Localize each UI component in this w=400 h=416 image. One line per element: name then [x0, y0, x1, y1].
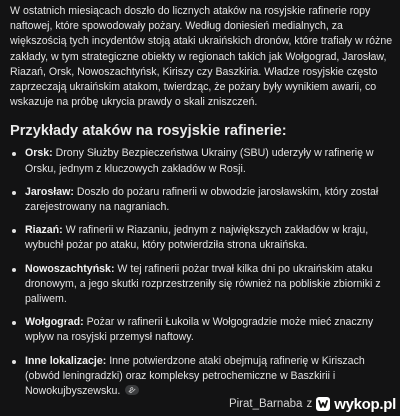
item-label: Wołgograd:: [25, 316, 84, 329]
list-item: [10, 146, 394, 176]
link-icon: [128, 387, 136, 394]
item-label: Orsk:: [25, 147, 53, 160]
item-label: Nowoszachtyńsk:: [25, 262, 115, 275]
bullet-icon: [12, 152, 16, 156]
item-text: W rafinerii w Riazaniu, jednym z największych zakładów w kraju, wybuchł pożar po ataku, który potwierdziła strona ukraińska.: [25, 224, 369, 252]
watermark-site: wykop.pl: [334, 395, 396, 413]
source-link-chip[interactable]: [125, 385, 139, 395]
bullet-icon: [12, 321, 16, 325]
list-item: [10, 262, 394, 308]
item-text: Pożar w rafinerii Łukoila w Wołgogradzie może mieć znaczny wpływ na rosyjski przemysł naftowy.: [25, 316, 374, 344]
item-text: Drony Służby Bezpieczeństwa Ukrainy (SBU) uderzyły w rafinerię w Orsku, jednym z kluczowych zakładów w Rosji.: [25, 147, 374, 175]
watermark-username: Pirat_Barnaba: [228, 398, 303, 410]
item-text: Inne potwierdzone ataki obejmują rafinerię w Kiriszach (obwód leningradzki) oraz kompleksy petrochemiczne w Baszkirii i Nowokujbyszewsku.: [25, 354, 365, 398]
watermark: [229, 395, 396, 413]
bullet-icon: [12, 360, 16, 364]
watermark-separator: z: [306, 398, 313, 410]
item-text: Doszło do pożaru rafinerii w obwodzie jarosławskim, który został zarejestrowany na nagraniach.: [25, 185, 379, 214]
bullet-icon: [12, 191, 16, 195]
response-content: [10, 4, 394, 407]
list-item: [10, 354, 394, 400]
bullet-icon: [12, 268, 16, 272]
list-item: [10, 223, 394, 253]
item-label: Inne lokalizacje:: [25, 354, 107, 367]
item-text: W tej rafinerii pożar trwał kilka dni po ukraińskim ataku dronowym, a jego skutki rozprzestrzeniły się również na pobliskie zbiorniki z paliwem.: [25, 262, 381, 306]
list-item: [10, 185, 394, 215]
item-label: Jarosław:: [25, 185, 74, 198]
bullet-icon: [12, 229, 16, 233]
item-label: Riazań:: [25, 224, 63, 237]
wykop-logo-icon: [316, 397, 330, 411]
intro-paragraph: W ostatnich miesiącach doszło do licznych ataków na rosyjskie rafinerie ropy naftowej, które spowodowały pożary. Według doniesień medialnych, za większością tych incydentów stoją ataki ukraińskich dronów, które trafiały w różne zakłady, w tym strategiczne obiekty w regionach takich jak Wołgograd, Jarosław, Riazań, Orsk, Nowoszachtyńsk, Kiriszy czy Baszkiria. Władze rosyjskie często zaprzeczają ukraińskim atakom, twierdząc, że pożary były wynikiem awarii, co wskazuje na próbę ukrycia prawdy o skali zniszczeń.: [10, 5, 393, 109]
section-heading: Przykłady ataków na rosyjskie rafinerie:: [10, 123, 287, 140]
attack-list: [10, 146, 394, 399]
list-item: [10, 315, 394, 345]
